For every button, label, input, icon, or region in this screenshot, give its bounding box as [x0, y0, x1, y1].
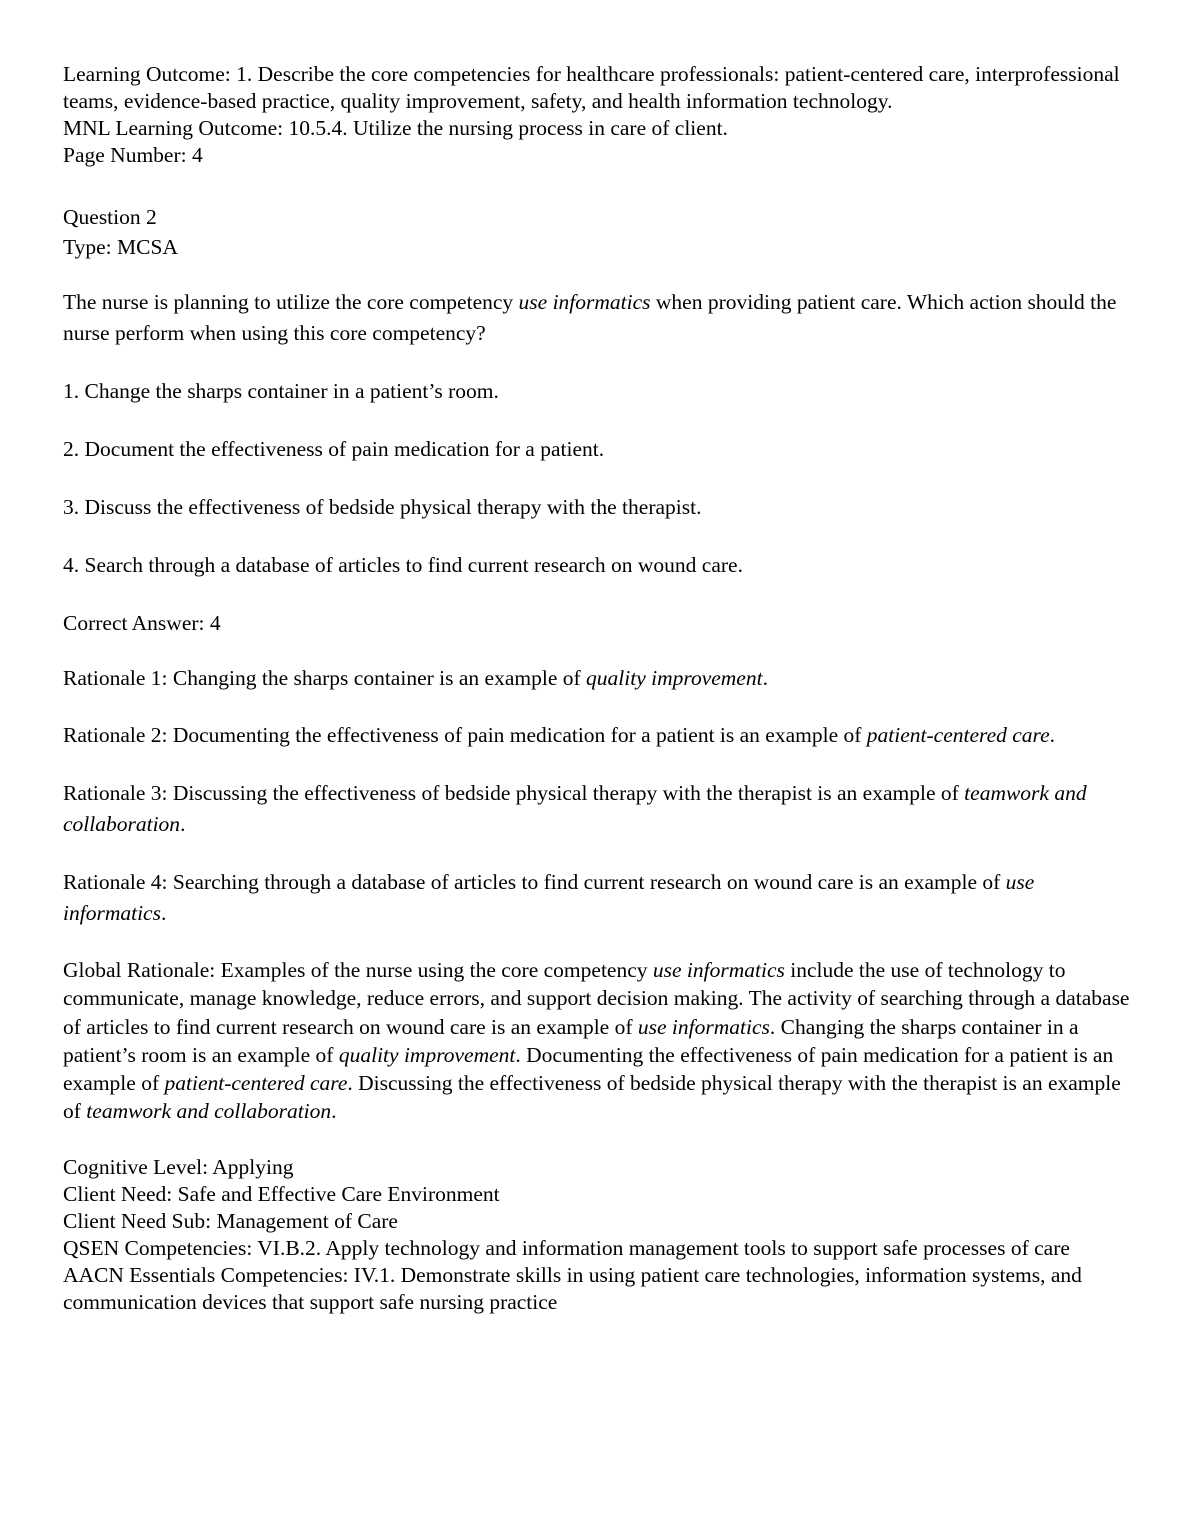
header-block — [63, 61, 1133, 169]
correct-answer: Correct Answer: 4 — [63, 611, 221, 635]
global-rationale-text-2: include the use of technology to communicate, manage knowledge, reduce errors, and support decision making. The activity of searching through a database of articles to find current research on wound care is an example of — [63, 958, 1130, 1039]
answer-option-2: 2. Document the effectiveness of pain medication for a patient. — [63, 437, 605, 461]
rationale-1-emphasis: quality improvement — [586, 666, 763, 690]
rationale-4-end: . — [160, 901, 167, 925]
question-number: Question 2 — [63, 205, 157, 229]
question-header — [63, 202, 1133, 262]
global-rationale-text-1: Global Rationale: Examples of the nurse using the core competency — [63, 958, 653, 982]
stem-emphasis: use informatics — [518, 290, 651, 314]
global-rationale-em-2: use informatics — [637, 1014, 770, 1039]
cognitive-level: Cognitive Level: Applying — [63, 1154, 294, 1179]
rationale-1-end: . — [762, 666, 768, 690]
rationale-3-emphasis: teamwork and collaboration — [63, 781, 1087, 836]
rationale-1-text: Rationale 1: Changing the sharps container is an example of — [63, 666, 587, 690]
rationale-4-text: Rationale 4: Searching through a database of articles to find current research on wound care is an example of — [63, 870, 1006, 894]
answer-option-4: 4. Search through a database of articles to find current research on wound care. — [63, 553, 743, 577]
answer-option-1: 1. Change the sharps container in a patient’s room. — [63, 379, 499, 403]
document-page — [63, 61, 1133, 1316]
learning-outcome: Learning Outcome: 1. Describe the core competencies for healthcare professionals: patient-centered care, interprofessional teams, evidence-based practice, quality improvement, safety, and health information technology. — [63, 62, 1120, 113]
rationale-2-text: Rationale 2: Documenting the effectiveness of pain medication for a patient is an example of — [63, 723, 867, 747]
rationale-4-emphasis: use informatics — [63, 870, 1035, 925]
rationale-4 — [63, 867, 1133, 929]
answer-option-3: 3. Discuss the effectiveness of bedside physical therapy with the therapist. — [63, 495, 702, 519]
rationale-2 — [63, 720, 1133, 751]
rationale-3-text: Rationale 3: Discussing the effectiveness of bedside physical therapy with the therapist is an example of — [63, 781, 965, 805]
rationale-1 — [63, 663, 1133, 694]
global-rationale-text-5: . Discussing the effectiveness of bedside physical therapy with the therapist is an example of — [63, 1071, 1121, 1124]
rationale-3 — [63, 778, 1133, 840]
global-rationale-text-6: . — [331, 1099, 337, 1124]
mnl-learning-outcome: MNL Learning Outcome: 10.5.4. Utilize the nursing process in care of client. — [63, 116, 728, 140]
global-rationale-em-4: patient-centered care — [164, 1071, 348, 1096]
rationale-3-end: . — [180, 812, 186, 836]
global-rationale-text-4: . Documenting the effectiveness of pain medication for a patient is an example of — [63, 1042, 1114, 1096]
rationale-2-end: . — [1049, 723, 1056, 747]
stem-text-before: The nurse is planning to utilize the core competency — [63, 290, 519, 314]
aacn-competencies: AACN Essentials Competencies: IV.1. Demonstrate skills in using patient care technologies, information systems, and communication devices that support safe nursing practice — [63, 1262, 1082, 1314]
client-need-sub: Client Need Sub: Management of Care — [63, 1208, 398, 1233]
stem-text-after: when providing patient care. Which action should the nurse perform when using this core competency? — [63, 290, 1117, 345]
page-number: Page Number: 4 — [63, 143, 203, 167]
question-type: Type: MCSA — [63, 235, 178, 259]
qsen-competencies: QSEN Competencies: VI.B.2. Apply technology and information management tools to support safe processes of care — [63, 1235, 1070, 1260]
rationale-2-emphasis: patient-centered care — [866, 723, 1050, 747]
global-rationale-em-1: use informatics — [652, 958, 785, 982]
global-rationale — [63, 956, 1133, 1126]
question-stem — [63, 287, 1133, 349]
metadata-block — [63, 1154, 1133, 1316]
global-rationale-em-5: teamwork and collaboration — [86, 1099, 332, 1124]
global-rationale-text-3: . Changing the sharps container in a patient’s room is an example of — [63, 1014, 1079, 1067]
global-rationale-em-3: quality improvement — [338, 1042, 516, 1067]
client-need: Client Need: Safe and Effective Care Environment — [63, 1181, 500, 1206]
answer-options — [63, 376, 1133, 581]
